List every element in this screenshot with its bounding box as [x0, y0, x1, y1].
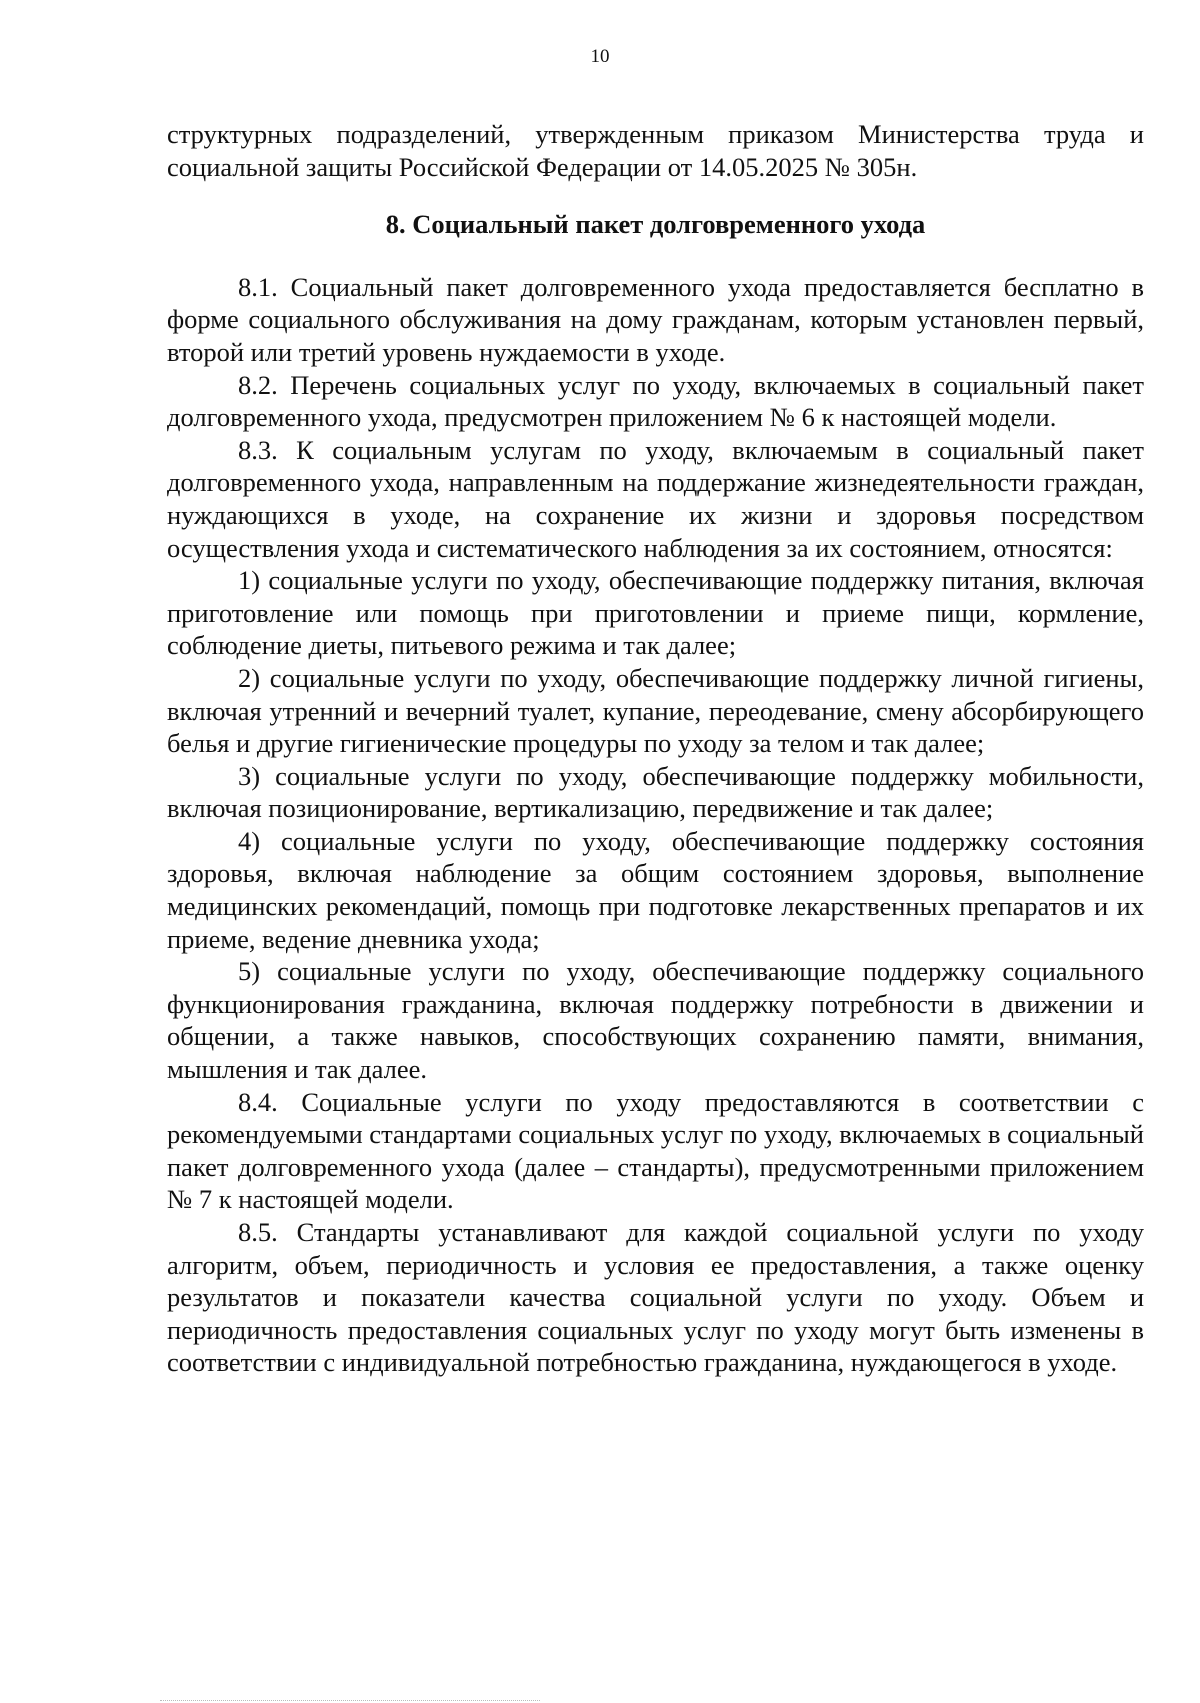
paragraph-8-5: 8.5. Стандарты устанавливают для каждой социальной услуги по уходу алгоритм, объем, периодичность и условия ее предоставления, а также оценку результатов и показатели качества социальной услуги по уходу. Объем и периодичность предоставления социальных услуг по уходу могут быть изменены в соответствии с индивидуальной потребностью гражданина, нуждающегося в уходе. — [167, 1217, 1144, 1378]
paragraph-8-3: 8.3. К социальным услугам по уходу, включаемым в социальный пакет долговременного ухода, направленным на поддержание жизнедеятельности граждан, нуждающихся в уходе, на сохранение их жизни и здоровья посредством осуществления ухода и систематического наблюдения за их состоянием, относятся: — [167, 434, 1144, 563]
document-body — [167, 118, 1144, 1379]
list-item-5: 5) социальные услуги по уходу, обеспечивающие поддержку социального функционирования гражданина, включая поддержку потребности в движении и общении, а также навыков, способствующих сохранению памяти, внимания, мышления и так далее. — [167, 956, 1144, 1085]
paragraph-8-2: 8.2. Перечень социальных услуг по уходу, включаемых в социальный пакет долговременного ухода, предусмотрен приложением № 6 к настоящей модели. — [167, 369, 1144, 433]
list-item-1: 1) социальные услуги по уходу, обеспечивающие поддержку питания, включая приготовление или помощь при приготовлении и приеме пищи, кормление, соблюдение диеты, питьевого режима и так далее; — [167, 565, 1144, 661]
paragraph-8-1: 8.1. Социальный пакет долговременного ухода предоставляется бесплатно в форме социального обслуживания на дому гражданам, которым установлен первый, второй или третий уровень нуждаемости в уходе. — [167, 271, 1144, 367]
page-number: 10 — [590, 46, 610, 67]
paragraph-8-4: 8.4. Социальные услуги по уходу предоставляются в соответствии с рекомендуемыми стандартами социальных услуг по уходу, включаемых в социальный пакет долговременного ухода (далее – стандарты), предусмотренными приложением № 7 к настоящей модели. — [167, 1086, 1144, 1215]
scan-edge-artifact — [160, 1698, 540, 1701]
section-heading: 8. Социальный пакет долговременного ухода — [385, 209, 926, 240]
list-item-4: 4) социальные услуги по уходу, обеспечивающие поддержку состояния здоровья, включая наблюдение за общим состоянием здоровья, выполнение медицинских рекомендаций, помощь при подготовке лекарственных препаратов и их приеме, ведение дневника ухода; — [167, 825, 1144, 954]
list-item-2: 2) социальные услуги по уходу, обеспечивающие поддержку личной гигиены, включая утренний и вечерний туалет, купание, переодевание, смену абсорбирующего белья и другие гигиенические процедуры по уходу за телом и так далее; — [167, 662, 1144, 759]
list-item-3: 3) социальные услуги по уходу, обеспечивающие поддержку мобильности, включая позиционирование, вертикализацию, передвижение и так далее; — [167, 760, 1144, 824]
intro-continuation-paragraph: структурных подразделений, утвержденным приказом Министерства труда и социальной защиты Российской Федерации от 14.05.2025 № 305н. — [167, 119, 1144, 182]
